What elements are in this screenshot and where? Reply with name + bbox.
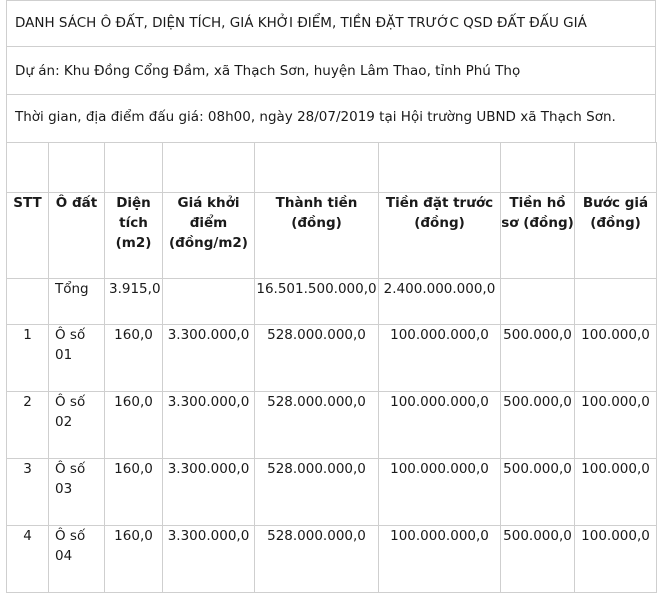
cell-lot: Ô số 03 [49,459,105,526]
cell-area: 160,0 [105,392,163,459]
column-header-stt: STT [7,193,49,279]
cell-area: 160,0 [105,325,163,392]
cell-amount: 528.000.000,0 [255,392,379,459]
time-place-line: Thời gian, địa điểm đấu giá: 08h00, ngày 28/07/2019 tại Hội trường UBND xã Thạch Sơn. [6,94,656,142]
cell-bid-step: 100.000,0 [575,325,657,392]
cell-deposit: 100.000.000,0 [379,526,501,593]
table-row [7,526,657,593]
cell-bid-step: 100.000,0 [575,392,657,459]
table-row [7,459,657,526]
cell-lot: Ô số 04 [49,526,105,593]
column-header-start-price: Giá khởi điểm (đồng/m2) [163,193,255,279]
cell-fee: 500.000,0 [501,459,575,526]
document-title: DANH SÁCH Ô ĐẤT, DIỆN TÍCH, GIÁ KHỞI ĐIỂM, TIỀN ĐẶT TRƯỚC QSD ĐẤT ĐẤU GIÁ [6,0,656,46]
cell-stt: 2 [7,392,49,459]
cell-start-price: 3.300.000,0 [163,325,255,392]
cell-stt: 1 [7,325,49,392]
cell-stt: 4 [7,526,49,593]
cell-deposit: 100.000.000,0 [379,392,501,459]
cell-deposit: 100.000.000,0 [379,325,501,392]
cell-bid-step: 100.000,0 [575,526,657,593]
cell-area: 160,0 [105,459,163,526]
cell-amount: 528.000.000,0 [255,459,379,526]
cell-amount: 528.000.000,0 [255,325,379,392]
auction-lots-table [6,142,657,593]
table-row [7,325,657,392]
total-label: Tổng [49,279,105,325]
cell-deposit: 100.000.000,0 [379,459,501,526]
cell-amount: 528.000.000,0 [255,526,379,593]
cell-fee: 500.000,0 [501,392,575,459]
total-row [7,279,657,325]
cell-area: 160,0 [105,526,163,593]
cell-start-price: 3.300.000,0 [163,392,255,459]
cell-start-price: 3.300.000,0 [163,526,255,593]
cell-fee: 500.000,0 [501,526,575,593]
cell-stt: 3 [7,459,49,526]
column-header-area: Diện tích (m2) [105,193,163,279]
table-header-row [7,193,657,279]
column-header-bid-step: Bước giá (đồng) [575,193,657,279]
cell-lot: Ô số 02 [49,392,105,459]
cell-lot: Ô số 01 [49,325,105,392]
column-header-amount: Thành tiền (đồng) [255,193,379,279]
total-amount: 16.501.500.000,0 [255,279,379,325]
column-header-lot: Ô đất [49,193,105,279]
cell-bid-step: 100.000,0 [575,459,657,526]
cell-fee: 500.000,0 [501,325,575,392]
column-header-fee: Tiền hồ sơ (đồng) [501,193,575,279]
cell-start-price: 3.300.000,0 [163,459,255,526]
column-header-deposit: Tiền đặt trước (đồng) [379,193,501,279]
total-deposit: 2.400.000.000,0 [379,279,501,325]
table-spacer-row [7,143,657,193]
table-row [7,392,657,459]
project-line: Dự án: Khu Đồng Cổng Đầm, xã Thạch Sơn, huyện Lâm Thao, tỉnh Phú Thọ [6,46,656,94]
total-area: 3.915,0 [105,279,163,325]
